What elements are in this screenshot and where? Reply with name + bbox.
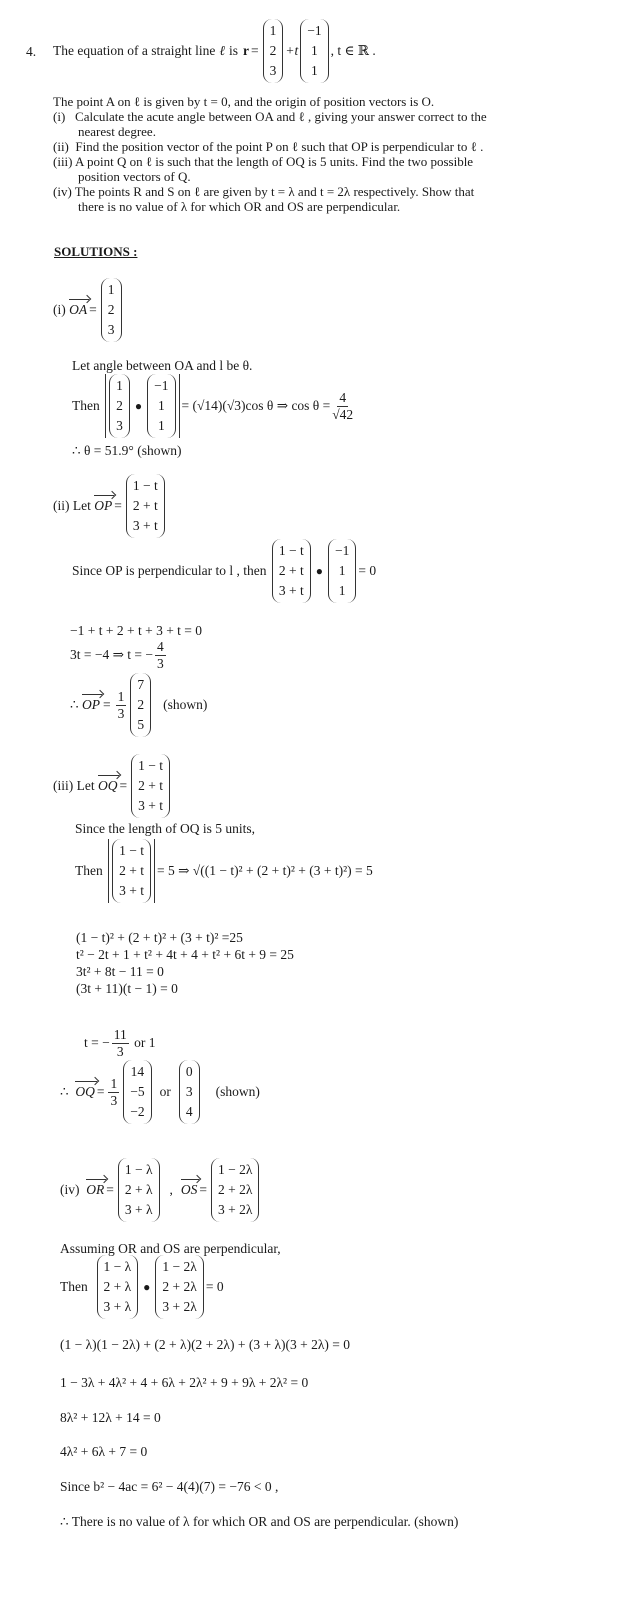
position-vector: 1 2 3: [263, 19, 284, 83]
vector-oq: OQ: [97, 778, 118, 794]
plus-t: +t: [285, 43, 299, 59]
vector-os: OS: [180, 1182, 198, 1198]
oa-vector: 1 2 3: [101, 278, 122, 342]
part-i-conclusion: ∴ θ = 51.9° (shown): [72, 443, 182, 458]
part-iii-line4: (3t + 11)(t − 1) = 0: [76, 981, 178, 996]
part-i-line1: (i) Calculate the acute angle between OA and ℓ , giving your answer correct to the: [53, 109, 487, 124]
solutions-heading: SOLUTIONS :: [54, 244, 138, 259]
equals-sign: =: [250, 43, 259, 59]
domain-text: , t ∈ ℝ .: [330, 43, 376, 59]
part-iii-t-values: t = − $\frac{11}{3}$ or 1: [84, 1026, 156, 1059]
question-statement: [53, 24, 376, 78]
part-iii-then: Then 1 − t 2 + t 3 + t = 5 ⇒ √((1 − t)² + (2 + t)² + (3 + t)²) = 5: [75, 840, 373, 902]
part-iv-line2: there is no value of λ for which OR and OS are perpendicular.: [78, 199, 401, 214]
part-ii-op: (ii) Let OP = 1 − t 2 + t 3 + t: [53, 477, 167, 535]
part-iii-line2: position vectors of Q.: [78, 169, 191, 184]
question-intro: The equation of a straight line: [53, 43, 216, 59]
part-iv-line3: 8λ² + 12λ + 14 = 0: [60, 1410, 161, 1425]
part-ii-since: Since OP is perpendicular to l , then 1 − t 2 + t 3 + t ● −1 1 1 = 0: [72, 542, 376, 600]
part-ii-line1: (ii) Find the position vector of the point P on ℓ such that OP is perpendicular to ℓ .: [53, 139, 484, 154]
part-i-oa: (i) OA = 1 2 3: [53, 282, 124, 338]
part-iv-line1: (iv) The points R and S on ℓ are given by t = λ and t = 2λ respectively. Show that: [53, 184, 475, 199]
preamble-line: The point A on ℓ is given by t = 0, and the origin of position vectors is O.: [53, 94, 435, 109]
part-i-line2: nearest degree.: [78, 124, 156, 139]
part-iv-conclusion: ∴ There is no value of λ for which OR and OS are perpendicular. (shown): [60, 1514, 459, 1529]
part-iv-assuming: Assuming OR and OS are perpendicular,: [60, 1241, 281, 1256]
part-i-dot-product: Then 1 2 3 ● −1 1 1 = (√14)(√3)cos θ ⇒ cos θ = $\frac{4}{√42}$: [72, 377, 355, 435]
part-ii-line2: 3t = −4 ⇒ t = − $\frac{4}{3}$: [70, 638, 164, 671]
question-number: 4.: [26, 44, 37, 59]
part-iii-line2: t² − 2t + 1 + t² + 4t + 4 + t² + 6t + 9 = 25: [76, 947, 294, 962]
part-iv-line1: (1 − λ)(1 − 2λ) + (2 + λ)(2 + 2λ) + (3 + λ)(3 + 2λ) = 0: [60, 1337, 350, 1352]
vector-oa: OA: [69, 302, 88, 318]
vector-op: OP: [94, 498, 113, 514]
vector-or: OR: [86, 1182, 105, 1198]
part-iii-oq: (iii) Let OQ = 1 − t 2 + t 3 + t: [53, 757, 172, 815]
dot-operator: ●: [134, 399, 143, 413]
part-iv-line4: 4λ² + 6λ + 7 = 0: [60, 1444, 148, 1459]
part-i-let: Let angle between OA and l be θ.: [72, 358, 253, 373]
part-iii-line1: (1 − t)² + (2 + t)² + (3 + t)² =25: [76, 930, 243, 945]
direction-vector: −1 1 1: [300, 19, 328, 83]
part-ii-line1: −1 + t + 2 + t + 3 + t = 0: [70, 623, 203, 638]
part-iii-line3: 3t² + 8t − 11 = 0: [76, 964, 164, 979]
part-iv-line2: 1 − 3λ + 4λ² + 4 + 6λ + 2λ² + 9 + 9λ + 2λ² = 0: [60, 1375, 309, 1390]
part-iv-then: Then 1 − λ 2 + λ 3 + λ ● 1 − 2λ 2 + 2λ 3 + 2λ = 0: [60, 1258, 224, 1316]
part-iv-or-os: (iv) OR = 1 − λ 2 + λ 3 + λ , OS = 1 − 2λ 2 + 2λ 3 + 2λ: [60, 1160, 261, 1220]
question-parts: [53, 94, 487, 214]
part-ii-result: ∴ OP = $\frac{1}{3}$ 7 2 5 (shown): [70, 676, 207, 734]
line-symbol: ℓ: [219, 43, 225, 59]
is-text: is: [228, 43, 238, 59]
part-iii-since: Since the length of OQ is 5 units,: [75, 821, 255, 836]
r-vector: r: [242, 43, 249, 59]
part-iv-discriminant: Since b² − 4ac = 6² − 4(4)(7) = −76 < 0 ,: [60, 1479, 279, 1494]
part-iii-result: ∴ OQ = $\frac{1}{3}$ 14 −5 −2 or 0 3 4 (shown): [60, 1062, 260, 1122]
part-iii-line1: (iii) A point Q on ℓ is such that the length of OQ is 5 units. Find the two possible: [53, 154, 474, 169]
